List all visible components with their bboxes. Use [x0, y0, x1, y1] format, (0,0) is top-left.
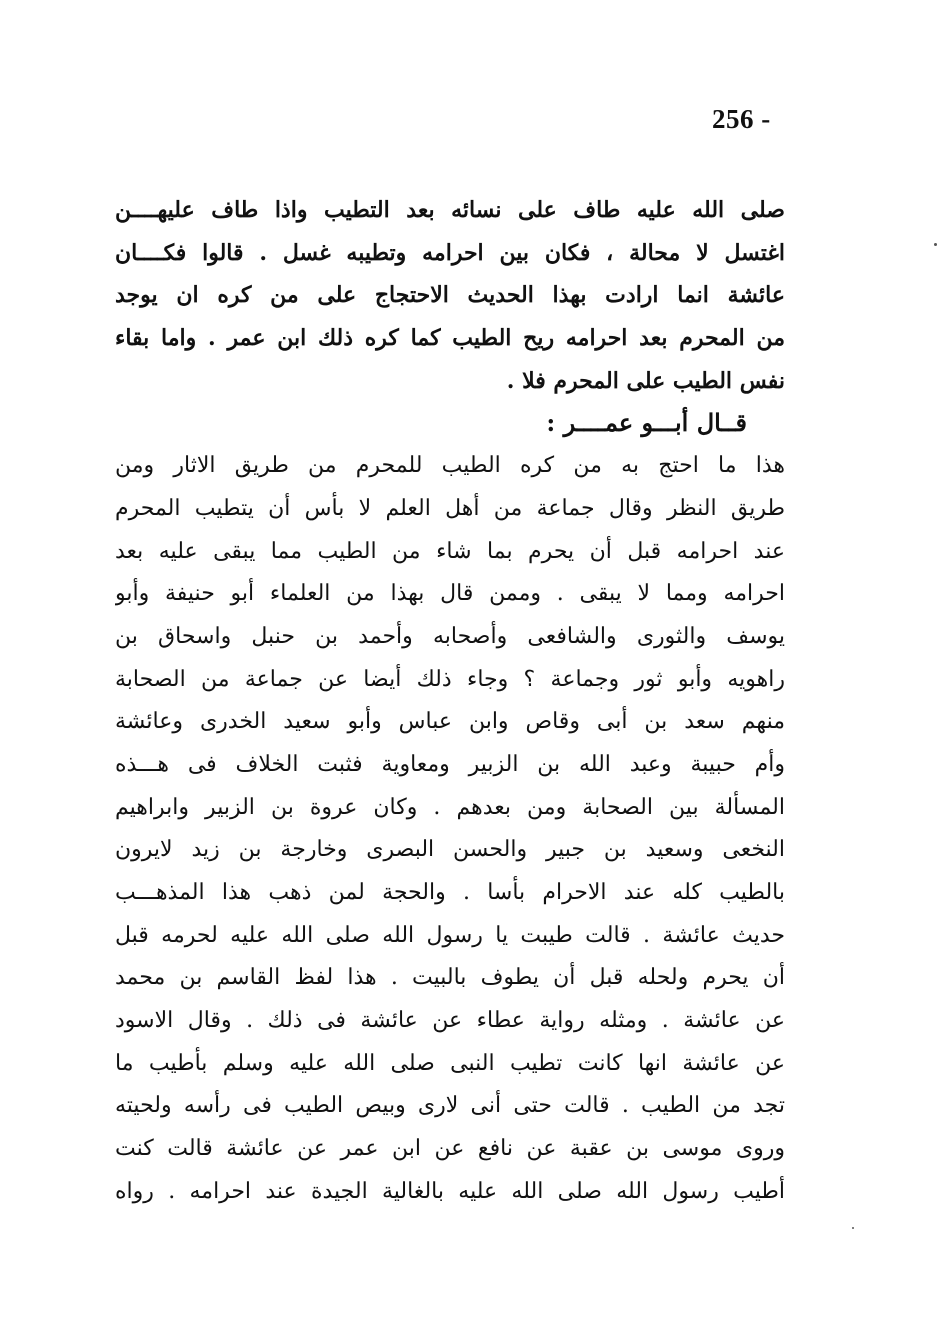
scan-speck [934, 243, 937, 246]
text-line: يوسف والثورى والشافعى وأصحابه وأحمد بن حنبل واسحاق بن [115, 623, 785, 649]
page-body [115, 189, 785, 1214]
text-line: عائشة انما ارادت بهذا الحديث الاحتجاج على من كره ان يوجد [115, 282, 785, 309]
text-line: وأم حبيبة وعبد الله بن الزبير ومعاوية فثبت الخلاف فى هـــذه [115, 751, 785, 777]
text-line: من المحرم بعد احرامه ريح الطيب كما كره ذلك ابن عمر . واما بقاء [115, 325, 785, 352]
scan-speck [852, 1227, 854, 1229]
page-number: 256 - [712, 104, 771, 134]
text-line: وروى موسى بن عقبة عن نافع عن ابن عمر عن عائشة قالت كنت [115, 1136, 785, 1162]
text-line: راهويه وأبو ثور وجماعة ؟ وجاء ذلك أيضا عن جماعة من الصحابة [115, 666, 785, 692]
text-line: صلى الله عليه طاف على نسائه بعد التطيب واذا طاف عليهــــن [115, 197, 785, 223]
text-line: احرامه ومما لا يبقى . وممن قال بهذا من العلماء أبو حنيفة وأبو [115, 581, 785, 607]
section-heading: قــال أبـــو عمــــر : [546, 408, 747, 438]
text-line: حديث عائشة . قالت طيبت يا رسول الله صلى الله عليه لحرمه قبل [115, 922, 785, 948]
text-line: المسألة بين الصحابة ومن بعدهم . وكان عروة بن الزبير وابراهيم [115, 794, 785, 820]
text-line: أن يحرم ولحله قبل أن يطوف بالبيت . هذا لفظ القاسم بن محمد [115, 965, 785, 991]
text-line: نفس الطيب على المحرم فلا . [506, 367, 785, 394]
text-line: هذا ما احتج به من كره الطيب للمحرم من طريق الاثار ومن [115, 453, 785, 479]
text-line: اغتسل لا محالة ، فكان بين احرامه وتطيبه غسل . قالوا فكــــان [115, 239, 785, 266]
text-line: أطيب رسول الله صلى الله عليه بالغالية الجيدة عند احرامه . رواه [115, 1178, 785, 1204]
text-line: عن عائشة انها كانت تطيب النبى صلى الله عليه وسلم بأطيب ما [115, 1050, 785, 1076]
text-line: منهم سعد بن أبى وقاص وابن عباس وأبو سعيد الخدرى وعائشة [115, 709, 785, 735]
text-line: عن عائشة . ومثله رواية عطاء عن عائشة فى ذلك . وقال الاسود [115, 1008, 785, 1034]
text-line: عند احرامه قبل أن يحرم بما شاء من الطيب مما يبقى عليه بعد [115, 538, 785, 564]
text-line: طريق النظر وقال جماعة من أهل العلم لا بأس أن يتطيب المحرم [115, 495, 785, 521]
text-line: بالطيب كله عند الاحرام بأسا . والحجة لمن ذهب هذا المذهـــب [115, 880, 785, 905]
text-line: تجد من الطيب . قالت حتى أنى لارى وبيص الطيب فى رأسه ولحيته [115, 1093, 785, 1119]
text-line: النخعى وسعيد بن جبير والحسن البصرى وخارجة بن زيد لايرون [115, 837, 785, 863]
